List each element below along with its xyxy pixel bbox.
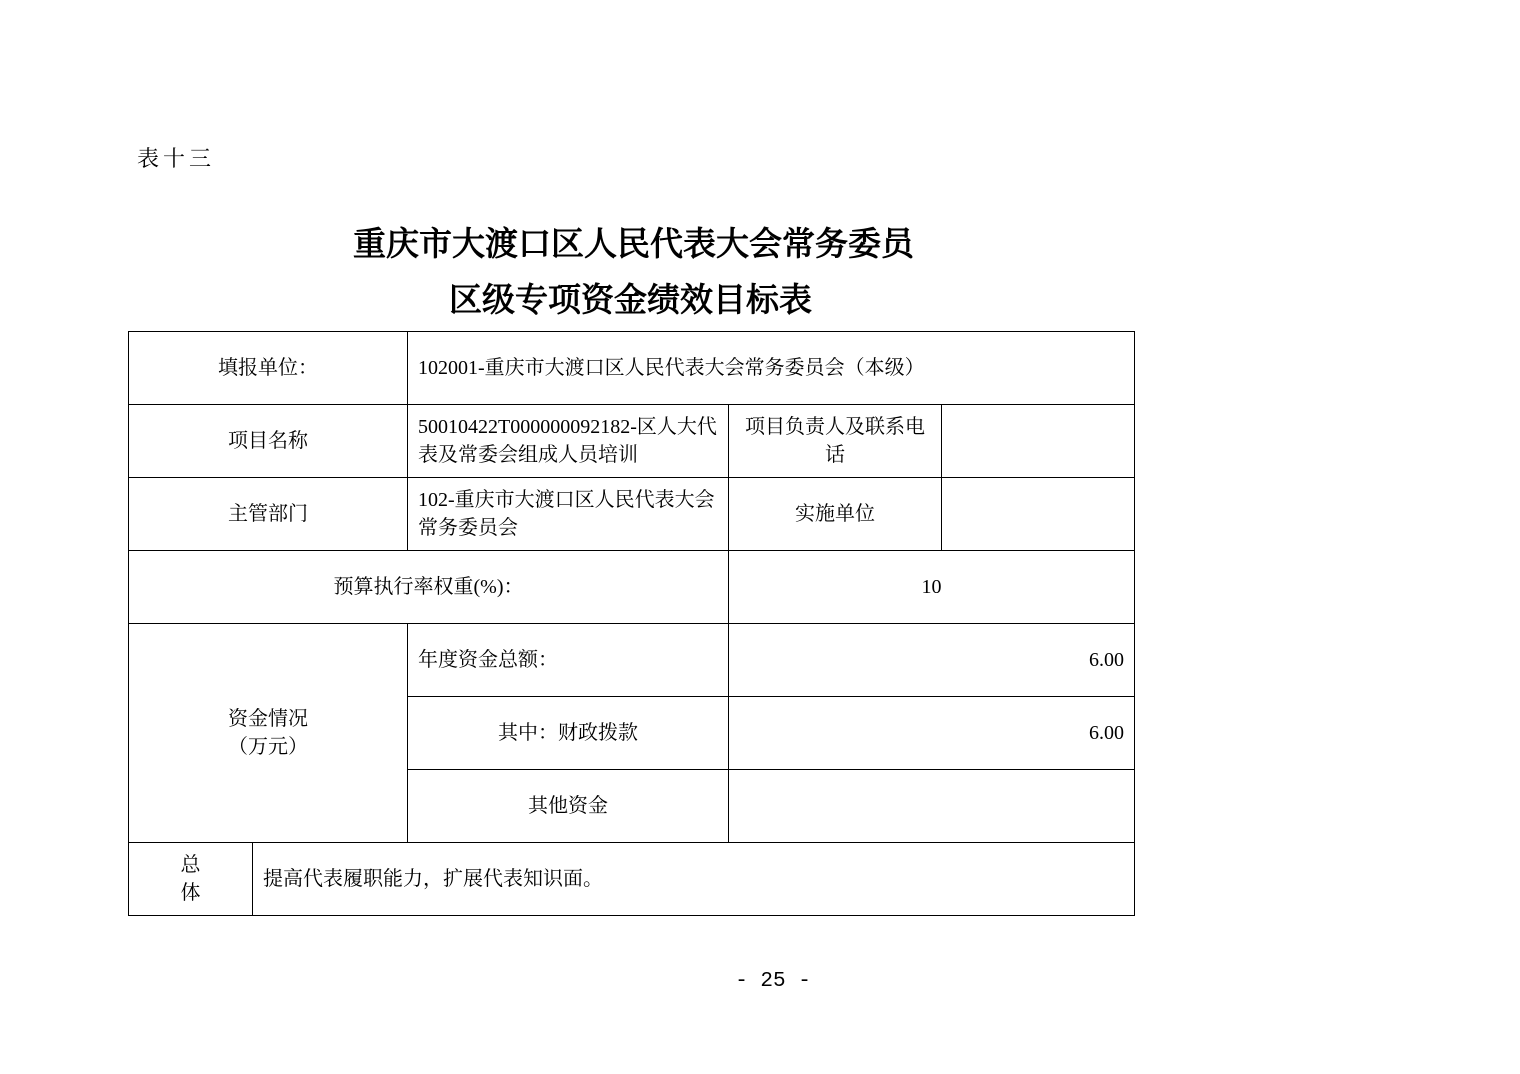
implementing-unit-value (942, 478, 1135, 551)
overall-value: 提高代表履职能力，扩展代表知识面。 (253, 843, 1135, 916)
funds-label (129, 624, 408, 843)
reporting-unit-value: 102001-重庆市大渡口区人民代表大会常务委员会（本级） (408, 332, 1135, 405)
table-row (129, 478, 1135, 551)
budget-weight-value: 10 (729, 551, 1135, 624)
budget-weight-label: 预算执行率权重(%)： (129, 551, 729, 624)
table-row (129, 332, 1135, 405)
project-name-value: 50010422T000000092182-区人大代表及常委会组成人员培训 (408, 405, 729, 478)
overall-label (129, 843, 253, 916)
document-title-line1 (128, 224, 1133, 264)
other-value (729, 770, 1135, 843)
page-number: - 25 - (735, 970, 811, 993)
table-label: 表十三 (137, 146, 216, 171)
table-row (129, 843, 1135, 916)
funds-label-text: 资金情况（万元） (228, 708, 308, 758)
title-line1-text: 重庆市大渡口区人民代表大会常务委员 (353, 224, 914, 263)
department-label: 主管部门 (129, 478, 408, 551)
project-lead-label: 项目负责人及联系电话 (729, 405, 942, 478)
performance-target-table (128, 331, 1135, 916)
fiscal-value: 6.00 (729, 697, 1135, 770)
department-value: 102-重庆市大渡口区人民代表大会常务委员会 (408, 478, 729, 551)
other-label: 其他资金 (408, 770, 729, 843)
document-title-line2: 区级专项资金绩效目标表 (449, 280, 812, 319)
implementing-unit-label: 实施单位 (729, 478, 942, 551)
project-name-label: 项目名称 (129, 405, 408, 478)
project-lead-value (942, 405, 1135, 478)
table-row (129, 405, 1135, 478)
table-row (129, 551, 1135, 624)
fiscal-label: 其中：财政拨款 (408, 697, 729, 770)
overall-label-text: 总体 (180, 854, 201, 904)
table-row (129, 624, 1135, 697)
annual-total-value: 6.00 (729, 624, 1135, 697)
annual-total-label: 年度资金总额： (408, 624, 729, 697)
reporting-unit-label: 填报单位： (129, 332, 408, 405)
